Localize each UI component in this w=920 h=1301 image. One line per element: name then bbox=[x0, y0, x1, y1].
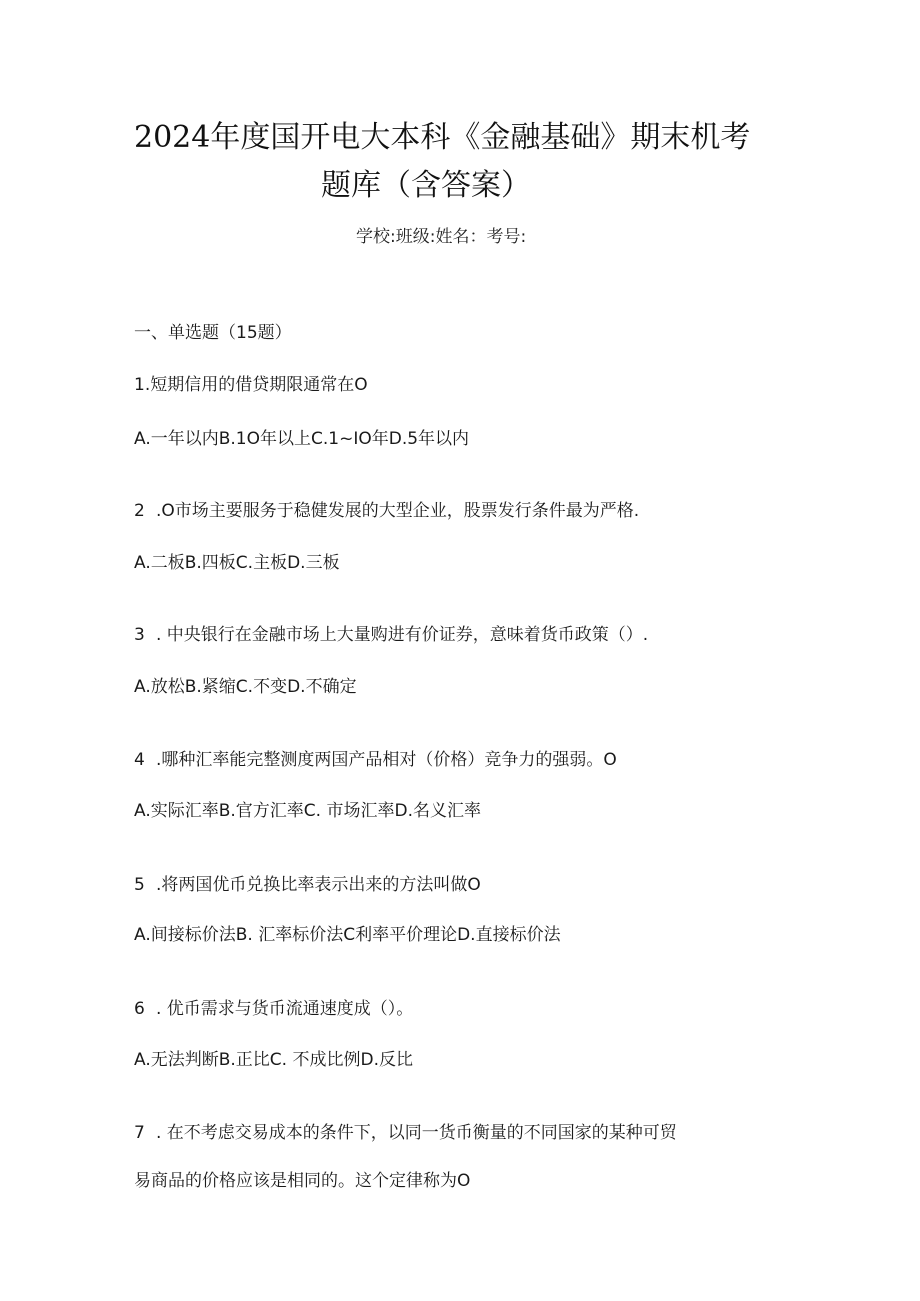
question-2-number: 2 bbox=[134, 501, 145, 521]
question-5-stem: .将两国优币兑换比率表示出来的方法叫做O bbox=[156, 875, 481, 895]
question-1-options: A.一年以内B.1O年以上C.1~IO年D.5年以内 bbox=[134, 429, 470, 449]
question-3-text bbox=[134, 620, 648, 645]
question-1-text: 1.短期信用的借贷期限通常在O bbox=[134, 375, 368, 395]
question-7-text-continued: 易商品的价格应该是相同的。这个定律称为O bbox=[134, 1171, 471, 1191]
question-6-text bbox=[134, 994, 413, 1019]
question-3-number: 3 bbox=[134, 625, 145, 645]
question-2-stem: .O市场主要服务于稳健发展的大型企业，股票发行条件最为严格. bbox=[156, 501, 640, 521]
question-4-text bbox=[134, 745, 617, 770]
question-2-text bbox=[134, 496, 639, 521]
question-6-stem: . 优币需求与货币流通速度成（）。 bbox=[156, 999, 414, 1019]
question-5-text bbox=[134, 870, 481, 895]
section-heading: 一、单选题（15题） bbox=[134, 323, 292, 343]
question-6-options: A.无法判断B.正比C. 不成比例D.反比 bbox=[134, 1050, 413, 1070]
student-info-line: 学校:班级:姓名：考号: bbox=[356, 227, 527, 247]
question-3-options: A.放松B.紧缩C.不变D.不确定 bbox=[134, 677, 357, 697]
question-6-number: 6 bbox=[134, 999, 145, 1019]
question-4-options: A.实际汇率B.官方汇率C. 市场汇率D.名义汇率 bbox=[134, 801, 481, 821]
question-7-text bbox=[134, 1118, 677, 1143]
question-3-stem: . 中央银行在金融市场上大量购进有价证券，意味着货币政策（）. bbox=[156, 625, 649, 645]
document-title-line-2: 题库（含答案） bbox=[321, 168, 531, 203]
question-7-number: 7 bbox=[134, 1123, 145, 1143]
question-5-number: 5 bbox=[134, 875, 145, 895]
question-5-options: A.间接标价法B. 汇率标价法C利率平价理论D.直接标价法 bbox=[134, 925, 561, 945]
question-2-options: A.二板B.四板C.主板D.三板 bbox=[134, 553, 340, 573]
question-4-stem: .哪种汇率能完整测度两国产品相对（价格）竞争力的强弱。O bbox=[156, 750, 617, 770]
document-title-line-1: 2024年度国开电大本科《金融基础》期末机考 bbox=[134, 120, 751, 155]
question-4-number: 4 bbox=[134, 750, 145, 770]
question-7-stem: . 在不考虑交易成本的条件下，以同一货币衡量的不同国家的某种可贸 bbox=[156, 1123, 677, 1143]
